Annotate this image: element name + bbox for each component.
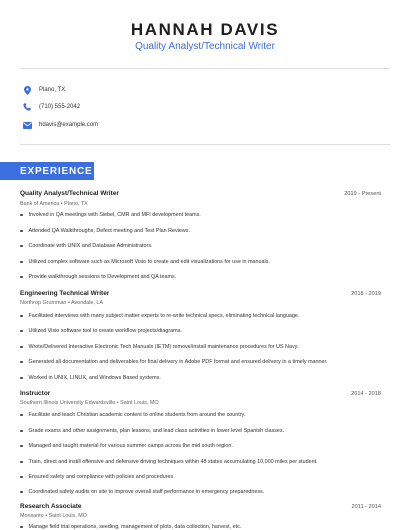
bullet-text: Wrote/Delivered Interactive Electronic Tech Manuals (IETM) remove/install maintenance procedures for US Navy. [28, 344, 299, 350]
contact-phone: (710) 555-2042 [39, 104, 81, 110]
job-bullet [20, 443, 390, 449]
bullet-dot-icon [20, 214, 23, 217]
job-bullet [20, 474, 390, 480]
job-title: Quality Analyst/Technical Writer [20, 190, 119, 197]
bullet-text: Manage field trial operations, seeding, management of plots, data collection, harvest, etc. [28, 524, 242, 530]
contact-phone-row [22, 101, 80, 113]
candidate-role: Quality Analyst/Technical Writer [135, 41, 275, 52]
candidate-name: HANNAH DAVIS [130, 20, 280, 39]
separator-dot: • [60, 201, 65, 207]
job-company: Bank of America [20, 201, 60, 207]
bullet-text: Generated all documentation and deliverables for final delivery in Adobe PDF format and ensured delivery in a timely manner. [28, 359, 328, 365]
bullet-text: Involved in QA meetings with Siebel, CMR and MFI development teams. [28, 212, 201, 218]
bullet-text: Worked in UNIX, LINUX, and Windows Based systems. [28, 375, 161, 381]
bullet-dot-icon [20, 377, 23, 380]
experience-section-heading: EXPERIENCE [0, 162, 94, 180]
bullet-dot-icon [20, 230, 23, 233]
job-location: Saint Louis, MO [120, 400, 159, 406]
bullet-dot-icon [20, 330, 23, 333]
job-dates: 2011 - 2014 [351, 504, 381, 510]
job-bullet [20, 313, 390, 319]
bullet-text: Facilitate and teach Christian academic content to online students from around the country. [28, 412, 246, 418]
bullet-dot-icon [20, 476, 23, 479]
contact-divider [20, 144, 390, 145]
job-bullet [20, 259, 390, 265]
job-title: Instructor [20, 390, 51, 397]
separator-dot: • [116, 400, 121, 406]
bullet-dot-icon [20, 245, 23, 248]
bullet-text: Utilized complex software such as Microsoft Visio to create and edit visualizations for use in manuals. [28, 259, 270, 265]
job-company: Northrop Grumman [20, 300, 67, 306]
job-bullet [20, 489, 390, 495]
bullet-text: Grade exams and other assignments, plan lessons, and lead class activities in lower level Spanish classes. [28, 428, 285, 434]
separator-dot: • [67, 300, 72, 306]
job-bullet [20, 428, 390, 434]
job-location: Avondale, LA [71, 300, 104, 306]
job-dates: 2014 - 2018 [351, 391, 381, 397]
job-employer [20, 300, 103, 306]
bullet-text: Train, direct and instill offensive and defensive driving techniques within 48 states accumulating 10,000 miles per student. [28, 459, 318, 465]
bullet-dot-icon [20, 346, 23, 349]
job-bullet [20, 274, 390, 280]
job-title: Research Associate [20, 503, 82, 510]
bullet-text: Utilized Visio software tool to create workflow projects/diagrams. [28, 328, 182, 334]
separator-dot: • [45, 513, 49, 519]
bullet-text: Attended QA Walkthroughs, Defect meeting and Test Plan Reviews. [28, 228, 191, 234]
job-bullet [20, 344, 390, 350]
bullet-text: Facilitated interviews with many subject matter experts to re-write technical specs, eliminating technical language. [28, 313, 300, 319]
job-bullet [20, 359, 390, 365]
bullet-dot-icon [20, 361, 23, 364]
job-dates: 2019 - Present [344, 191, 381, 197]
bullet-text: Provide walkthrough sessions to Development and QA teams. [28, 274, 177, 280]
job-title: Engineering Technical Writer [20, 290, 110, 297]
header-divider [20, 68, 390, 69]
job-employer [20, 201, 88, 207]
location-pin-icon [22, 85, 32, 95]
bullet-dot-icon [20, 445, 23, 448]
job-company: Southern Illinois University Edwardsville [20, 400, 116, 406]
bullet-dot-icon [20, 491, 23, 494]
job-bullet [20, 212, 390, 218]
contact-location-row [22, 84, 65, 96]
job-bullet [20, 243, 390, 249]
bullet-dot-icon [20, 276, 23, 279]
contact-email-row[interactable] [22, 119, 98, 131]
job-location: Plano, TX [64, 201, 88, 207]
contact-email[interactable]: hdavis@example.com [39, 122, 99, 128]
bullet-dot-icon [20, 414, 23, 417]
bullet-dot-icon [20, 315, 23, 318]
bullet-dot-icon [20, 461, 23, 464]
job-bullet [20, 375, 390, 381]
bullet-text: Coordinated safety audits on site to improve overall staff performance in emergency preparedness. [28, 489, 265, 495]
bullet-dot-icon [20, 526, 23, 529]
bullet-text: Managed and taught material for various summer camps across the mid south region. [28, 443, 233, 449]
bullet-dot-icon [20, 261, 23, 264]
job-bullet [20, 412, 390, 418]
job-employer [20, 400, 159, 406]
job-bullet [20, 459, 390, 465]
job-dates: 2018 - 2019 [351, 291, 381, 297]
bullet-text: Coordinate with UNIX and Database Administrators. [28, 243, 153, 249]
job-location: Saint Louis, MO [48, 513, 87, 519]
job-bullet [20, 228, 390, 234]
phone-icon [22, 102, 32, 112]
job-company: Monsanto [20, 513, 44, 519]
job-bullet [20, 328, 390, 334]
bullet-dot-icon [20, 430, 23, 433]
job-bullet [20, 524, 390, 530]
bullet-text: Ensured safety and compliance with policies and procedures. [28, 474, 175, 480]
job-employer [20, 513, 87, 519]
contact-location: Plano, TX [39, 87, 66, 93]
email-icon [22, 120, 32, 130]
